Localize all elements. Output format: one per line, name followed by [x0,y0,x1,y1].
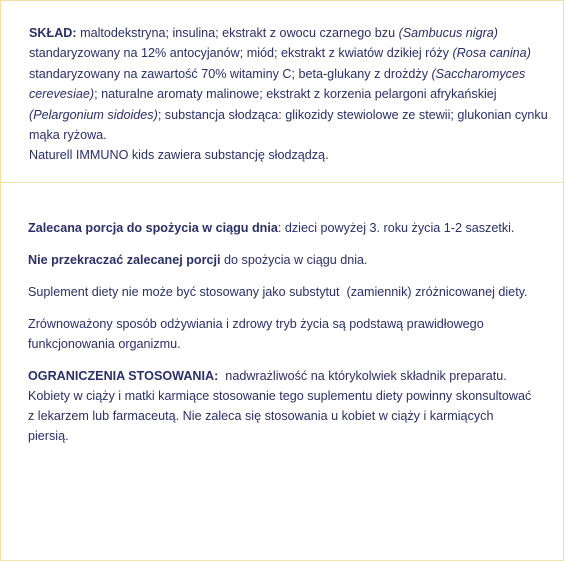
latin-name: (Sambucus nigra) [398,26,498,40]
recommended-portion-label: Zalecana porcja do spożycia w ciągu dnia [28,221,278,235]
usage-section [28,218,533,458]
latin-name: (Pelargonium sidoides) [29,107,158,122]
recommended-portion-text: : dzieci powyżej 3. roku życia 1-2 saszetki. [277,221,515,235]
composition-part: standaryzowany na zawartość 70% witaminy C; beta-glukany z drożdży [29,66,432,81]
do-not-exceed-label: Nie przekraczać zalecanej porcji [28,253,221,267]
do-not-exceed [28,250,533,270]
composition-part: standaryzowany na 12% antocyjanów; miód; ekstrakt z kwiatów dzikiej róży [29,46,453,61]
balanced-diet-note: Zrównoważony sposób odżywiania i zdrowy tryb życia są podstawą prawidłowego funkcjonowania organizmu. [28,317,484,351]
composition-part: ; naturalne aromaty malinowe; ekstrakt z korzenia pelargoni afrykańskiej [94,87,497,102]
sweetener-note: Naturell IMMUNO kids zawiera substancję słodządzą. [29,148,329,163]
composition-part: ; substancja słodząca: glikozidy stewiolowe ze stewii; glukonian cynku mąka ryżowa. [29,107,548,143]
supplement-note-text: Suplement diety nie może być stosowany jako substytut (zamiennik) zróżnicowanej diety. [28,285,528,299]
supplement-note [28,282,533,302]
latin-name: (Saccharomyces cerevesiae) [29,66,526,102]
restrictions-text: nadwrażliwość na którykolwiek składnik preparatu. Kobiety w ciąży i matki karmiące stosowanie tego suplementu diety powinny skonsultować z lekarzem lub farmaceutą. Nie zaleca się stosowania u kobiet w ciąży i karmiących piersią. [28,369,535,443]
do-not-exceed-text: do spożycia w ciągu dnia. [220,253,368,267]
latin-name: (Rosa canina) [452,46,531,61]
restrictions-label: OGRANICZENIA STOSOWANIA: [28,369,219,383]
composition-part: maltodekstryna; insulina; ekstrakt z owocu czarnego bzu [76,26,399,40]
composition-heading: SKŁAD: [29,26,77,40]
restrictions [28,366,533,446]
composition-section [1,1,563,183]
recommended-portion [28,218,533,238]
composition-text [29,23,549,166]
